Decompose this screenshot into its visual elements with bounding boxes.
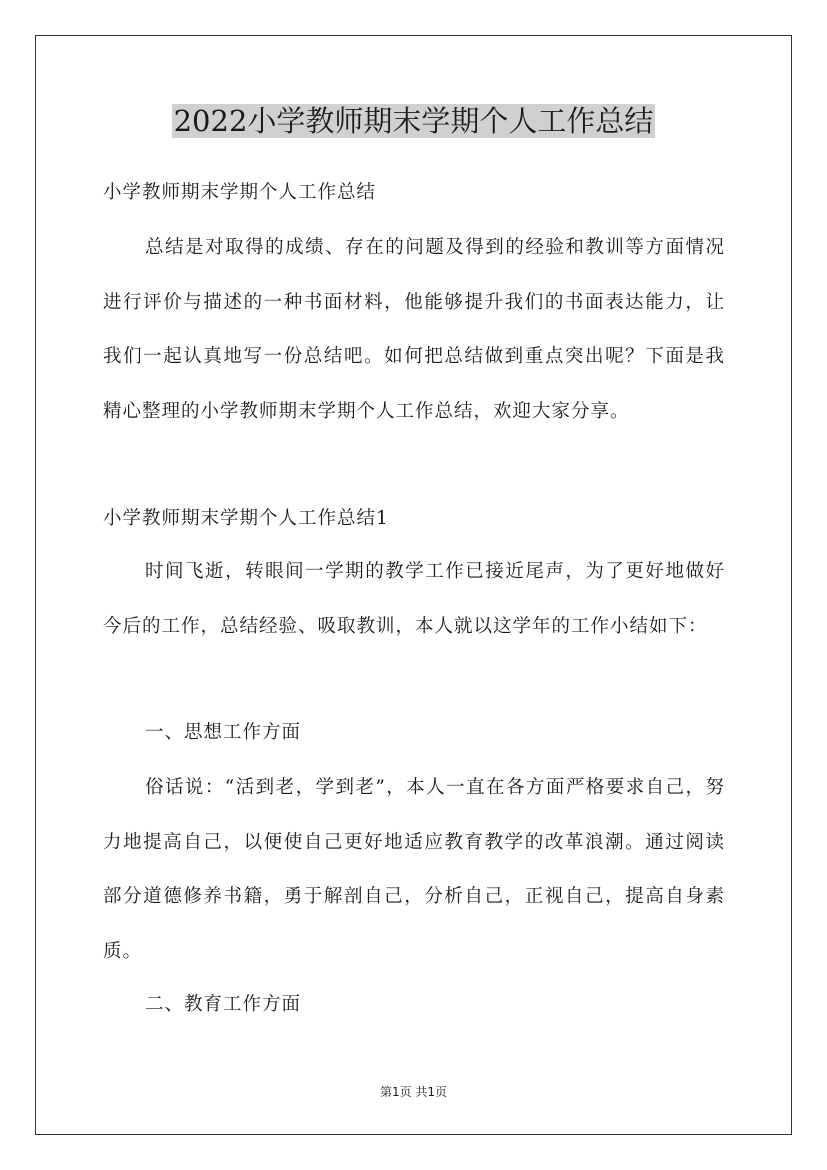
- document-subtitle: 小学教师期末学期个人工作总结: [103, 182, 377, 203]
- section-1-intro: 时间飞逝，转眼间一学期的教学工作已接近尾声，为了更好地做好今后的工作，总结经验、吸取教训，本人就以这学年的工作小结如下：: [103, 561, 725, 637]
- paragraph-thought-work: 俗话说：“活到老，学到老”，本人一直在各方面严格要求自己，努力地提高自己，以便使自己更好地适应教育教学的改革浪潮。通过阅读部分道德修养书籍，勇于解剖自己，分析自己，正视自己，提高自身素质。: [103, 777, 725, 962]
- document-title: [0, 101, 827, 141]
- document-title-text: 2022小学教师期末学期个人工作总结: [173, 104, 654, 138]
- intro-paragraph: 总结是对取得的成绩、存在的问题及得到的经验和教训等方面情况进行评价与描述的一种书面材料，他能够提升我们的书面表达能力，让我们一起认真地写一份总结吧。如何把总结做到重点突出呢？下面是我精心整理的小学教师期末学期个人工作总结，欢迎大家分享。: [103, 237, 725, 422]
- section-1-title: 小学教师期末学期个人工作总结1: [103, 508, 389, 529]
- heading-thought-work: 一、思想工作方面: [145, 722, 302, 743]
- page-footer: 第1页 共1页: [379, 1085, 448, 1099]
- heading-education-work: 二、教育工作方面: [145, 994, 302, 1015]
